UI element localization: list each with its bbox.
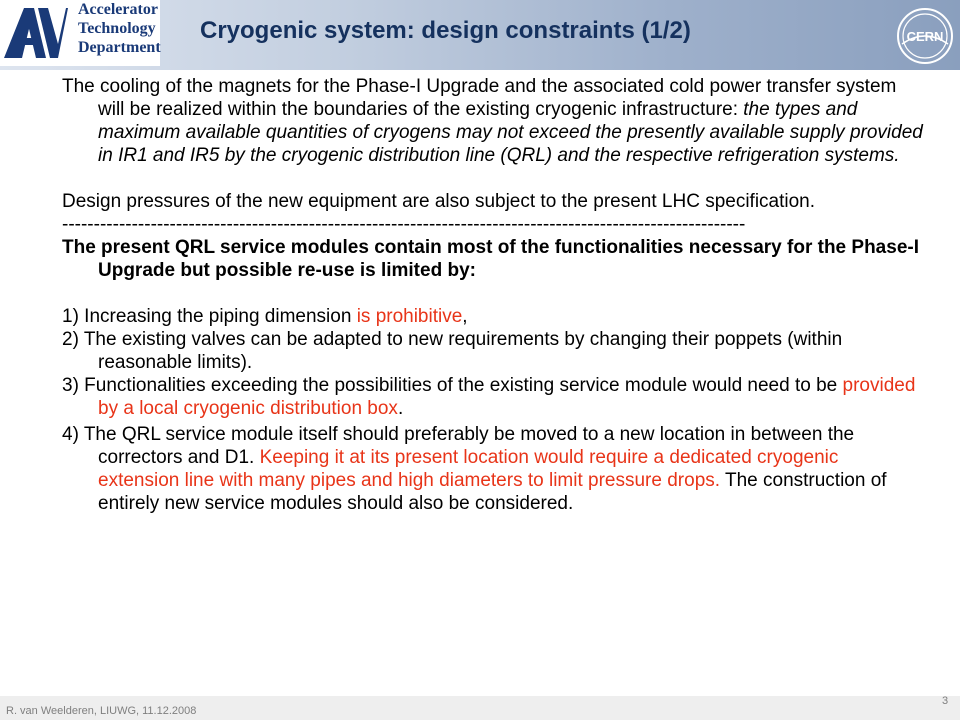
logo-text: [78, 0, 161, 57]
item4-end: The construction of entirely new service modules should also be considered.: [98, 470, 887, 514]
cooling-text: The cooling of the magnets for the Phase-I Upgrade and the associated cold power transfer system will be realized within the boundaries of the existing cryogenic infrastructure:: [62, 76, 897, 120]
item4-text: 4) The QRL service module itself should preferably be moved to a new location in between the correctors and D1.: [62, 424, 855, 468]
at-logo-icon: [2, 4, 68, 60]
item1-text: 1) Increasing the piping dimension: [62, 306, 357, 327]
cern-logo-text: CERN: [906, 29, 944, 44]
footer-author: R. van Weelderen, LIUWG, 11.12.2008: [6, 705, 197, 717]
page-number: 3: [942, 695, 949, 707]
at-department-logo: [0, 0, 160, 66]
item3-text: 3) Functionalities exceeding the possibilities of the existing service module would need to be: [62, 375, 843, 396]
list-item-1: [62, 305, 924, 328]
paragraph-cooling: [62, 75, 924, 167]
item3-highlight: provided by a local cryogenic distribution box: [98, 375, 916, 419]
dashed-divider: ------------------------------------------------------------------------------------------------------------: [62, 214, 746, 235]
logo-line-2: Technology: [78, 20, 156, 37]
list-item-2: 2) The existing valves can be adapted to new requirements by changing their poppets (within reasonable limits).: [62, 329, 843, 373]
paragraph-qrl-modules: The present QRL service modules contain most of the functionalities necessary for the Phase-I Upgrade but possible re-use is limited by:: [62, 237, 919, 281]
list-item-4: [62, 423, 924, 515]
cooling-italic-text: the types and maximum available quantities of cryogens may not exceed the presently available supply provided in IR1 and IR5 by the cryogenic distribution line (QRL) and the respective refrigeration systems.: [98, 99, 923, 166]
cern-logo-icon: [894, 6, 956, 66]
slide-title: Cryogenic system: design constraints (1/2): [200, 17, 691, 44]
item1-highlight: is prohibitive: [356, 306, 463, 327]
slide-body: [62, 75, 924, 515]
list-item-3: [62, 374, 924, 420]
paragraph-design-pressures: Design pressures of the new equipment are also subject to the present LHC specification.: [62, 191, 816, 212]
logo-line-3: Department: [78, 39, 161, 56]
item4-highlight: Keeping it at its present location would require a dedicated cryogenic extension line with many pipes and high diameters to limit pressure drops.: [98, 447, 839, 491]
item1-end: ,: [462, 306, 468, 327]
item3-end: .: [397, 398, 404, 419]
logo-line-1: Accelerator: [78, 1, 158, 18]
